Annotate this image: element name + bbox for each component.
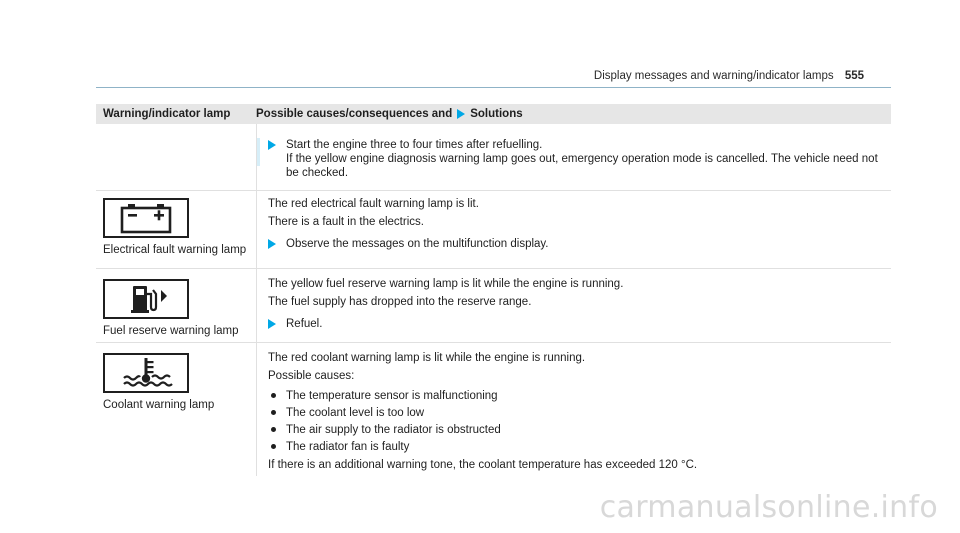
list-item-text: The radiator fan is faulty: [286, 440, 410, 453]
fuel-lamp-symbol: [103, 279, 189, 319]
battery-lamp-symbol: [103, 198, 189, 238]
cause-text: If there is an additional warning tone, the coolant temperature has exceeded 120 °C.: [268, 459, 698, 471]
section-title: Display messages and warning/indicator lamps: [593, 70, 834, 82]
lamp-label: Fuel reserve warning lamp: [103, 325, 239, 337]
causes-cell: [256, 343, 891, 476]
arrow-right-icon: [268, 319, 276, 329]
step-text-detail: If the yellow engine diagnosis warning lamp goes out, emergency operation mode is cancelled. The vehicle need not be checked.: [286, 153, 878, 179]
solution-step: [268, 138, 891, 180]
causes-cell: [256, 124, 891, 190]
header-causes-label: Possible causes/consequences and: [256, 108, 453, 120]
running-header: [594, 70, 864, 82]
page-number: 555: [844, 70, 864, 82]
cause-list: [268, 387, 891, 455]
cause-text: The red electrical fault warning lamp is lit.: [268, 198, 479, 210]
lamp-cell: [96, 124, 256, 190]
lamp-cell: [96, 191, 256, 268]
lamp-cell: [96, 343, 256, 476]
arrow-right-icon: [457, 109, 465, 119]
lamp-label: Coolant warning lamp: [103, 399, 215, 411]
bullet-icon: [271, 393, 276, 398]
header-rule: [96, 87, 891, 88]
bullet-icon: [271, 444, 276, 449]
lamp-cell: [96, 269, 256, 342]
list-item: [268, 438, 891, 455]
lamp-label: Electrical fault warning lamp: [103, 244, 247, 256]
arrow-right-icon: [268, 239, 276, 249]
table-row: [96, 124, 891, 191]
coolant-temperature-icon: [116, 356, 176, 390]
cause-text: There is a fault in the electrics.: [268, 216, 424, 228]
warning-lamps-table: [96, 104, 891, 476]
bullet-icon: [271, 410, 276, 415]
cause-text: The red coolant warning lamp is lit while the engine is running.: [268, 352, 586, 364]
cause-text: Possible causes:: [268, 370, 355, 382]
table-row: [96, 343, 891, 476]
step-text: Refuel.: [286, 318, 323, 330]
list-item-text: The coolant level is too low: [286, 406, 425, 419]
step-text: Observe the messages on the multifunction display.: [286, 238, 549, 250]
table-header: [96, 104, 891, 124]
step-text: Start the engine three to four times after refuelling.: [286, 139, 543, 151]
solution-step: [268, 237, 891, 251]
cause-text: The yellow fuel reserve warning lamp is lit while the engine is running.: [268, 278, 624, 290]
arrow-right-icon: [268, 140, 276, 150]
table-row: [96, 269, 891, 343]
watermark: carmanualsonline.info: [599, 490, 938, 525]
step-highlight-bar: [257, 138, 260, 166]
table-row: [96, 191, 891, 269]
header-causes-column: [256, 108, 891, 120]
bullet-icon: [271, 427, 276, 432]
list-item-text: The air supply to the radiator is obstructed: [286, 423, 501, 436]
list-item: [268, 421, 891, 438]
causes-cell: [256, 191, 891, 268]
causes-cell: [256, 269, 891, 342]
list-item: [268, 387, 891, 404]
list-item: [268, 404, 891, 421]
battery-icon: [116, 201, 176, 235]
header-lamp-column: Warning/indicator lamp: [103, 108, 231, 120]
fuel-pump-icon: [116, 282, 176, 316]
cause-text: The fuel supply has dropped into the reserve range.: [268, 296, 532, 308]
header-solutions-label: Solutions: [470, 108, 523, 120]
list-item-text: The temperature sensor is malfunctioning: [286, 389, 498, 402]
coolant-lamp-symbol: [103, 353, 189, 393]
solution-step: [268, 317, 891, 331]
